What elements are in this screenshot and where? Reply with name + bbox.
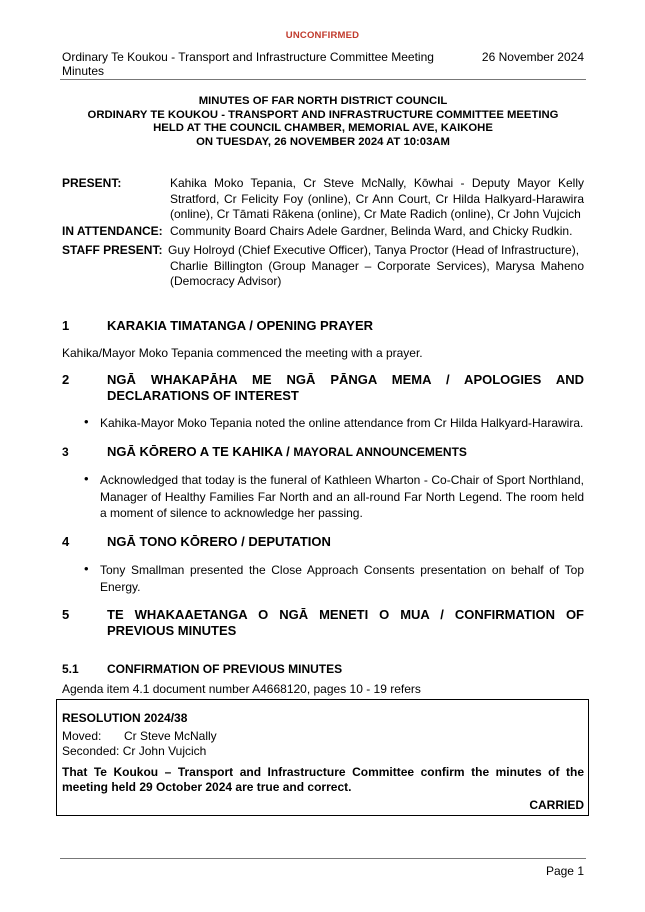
header-date: 26 November 2024 [481, 50, 584, 64]
minutes-title [60, 95, 586, 149]
section-4-bullet-text: Tony Smallman presented the Close Approach Consents presentation on behalf of Top Energy. [100, 563, 584, 594]
minutes-title-line3: HELD AT THE COUNCIL CHAMBER, MEMORIAL AVE, KAIKOHE [153, 122, 493, 134]
section-5-number: 5 [62, 607, 70, 622]
bullet-icon: • [84, 471, 89, 486]
minutes-title-line4: ON TUESDAY, 26 NOVEMBER 2024 AT 10:03AM [196, 135, 450, 148]
section-3-title-main: NGĀ KŌRERO A TE KAHIKA / [107, 444, 294, 459]
present-label: PRESENT: [62, 176, 122, 190]
moved-line [62, 729, 217, 743]
section-5-title-line2: PREVIOUS MINUTES [107, 622, 237, 638]
section-1-text: Kahika/Mayor Moko Tepania commenced the meeting with a prayer. [62, 346, 423, 360]
page-number: Page 1 [545, 864, 584, 878]
section-5-title-line1: TE WHAKAAETANGA O NGĀ MENETI O MUA / CONFIRMATION OF [107, 607, 584, 622]
staff-present-value-rest: Charlie Billington (Group Manager – Corporate Services), Marysa Maheno (Democracy Advisor) [170, 258, 584, 288]
seconded-value: Cr John Vujcich [122, 744, 207, 758]
minutes-title-line1: MINUTES OF FAR NORTH DISTRICT COUNCIL [198, 95, 448, 107]
document-title-line2: Minutes [62, 64, 105, 78]
seconded-line [62, 744, 206, 758]
section-1-title: KARAKIA TIMATANGA / OPENING PRAYER [107, 318, 374, 333]
header-divider [60, 79, 586, 80]
present-value: Kahika Moko Tepania, Cr Steve McNally, Kōwhai - Deputy Mayor Kelly Stratford, Cr Felicity Foy (online), Cr Ann Court, Cr Hilda Halkyard-Harawira (online), Cr Tāmati Rākena (online), Cr Mate Radich (online), Cr John Vujcich [170, 176, 584, 221]
footer-divider [60, 858, 586, 859]
seconded-label: Seconded: [62, 744, 120, 758]
document-title-line1: Ordinary Te Koukou - Transport and Infrastructure Committee Meeting [62, 50, 434, 64]
document-title [62, 50, 452, 78]
bullet-icon: • [84, 561, 89, 576]
minutes-title-line2: ORDINARY TE KOUKOU - TRANSPORT AND INFRASTRUCTURE COMMITTEE MEETING [87, 108, 559, 121]
in-attendance-value: Community Board Chairs Adele Gardner, Belinda Ward, and Chicky Rudkin. [170, 224, 573, 238]
resolution-title: RESOLUTION 2024/38 [62, 711, 188, 725]
section-1-number: 1 [62, 318, 70, 333]
section-4-number: 4 [62, 534, 70, 549]
resolution-text: That Te Koukou – Transport and Infrastructure Committee confirm the minutes of the meeting held 29 October 2024 are true and correct. [62, 765, 584, 794]
in-attendance-label: IN ATTENDANCE: [62, 224, 163, 238]
staff-present-value-first: Guy Holroyd (Chief Executive Officer), Tanya Proctor (Head of Infrastructure), [168, 243, 580, 257]
agenda-reference: Agenda item 4.1 document number A4668120, pages 10 - 19 refers [62, 682, 421, 696]
moved-value: Cr Steve McNally [124, 729, 217, 743]
unconfirmed-stamp: UNCONFIRMED [285, 30, 360, 41]
section-4-title: NGĀ TONO KŌRERO / DEPUTATION [107, 534, 331, 549]
moved-label: Moved: [62, 729, 102, 743]
section-2-title-line1: NGĀ WHAKAPĀHA ME NGĀ PĀNGA MEMA / APOLOGIES AND [107, 372, 584, 387]
bullet-icon: • [84, 414, 89, 429]
section-3-title [107, 444, 584, 461]
section-5-1-number: 5.1 [62, 662, 79, 676]
section-5-1-title: CONFIRMATION OF PREVIOUS MINUTES [107, 662, 343, 676]
section-3-title-small: MAYORAL ANNOUNCEMENTS [293, 445, 467, 459]
section-2-bullet-text: Kahika-Mayor Moko Tepania noted the online attendance from Cr Hilda Halkyard-Harawira. [100, 416, 584, 430]
section-2-title-line2: DECLARATIONS OF INTEREST [107, 387, 299, 403]
section-3-bullet-text: Acknowledged that today is the funeral of Kathleen Wharton - Co-Chair of Sport Northland, Manager of Healthy Families Far North and an all-round Far North Legend. The room held a moment of silence to acknowledge her passing. [100, 473, 584, 520]
section-2-number: 2 [62, 372, 70, 387]
staff-present-label: STAFF PRESENT: [62, 243, 163, 257]
section-3-number: 3 [62, 445, 69, 459]
resolution-status: CARRIED [529, 798, 584, 812]
